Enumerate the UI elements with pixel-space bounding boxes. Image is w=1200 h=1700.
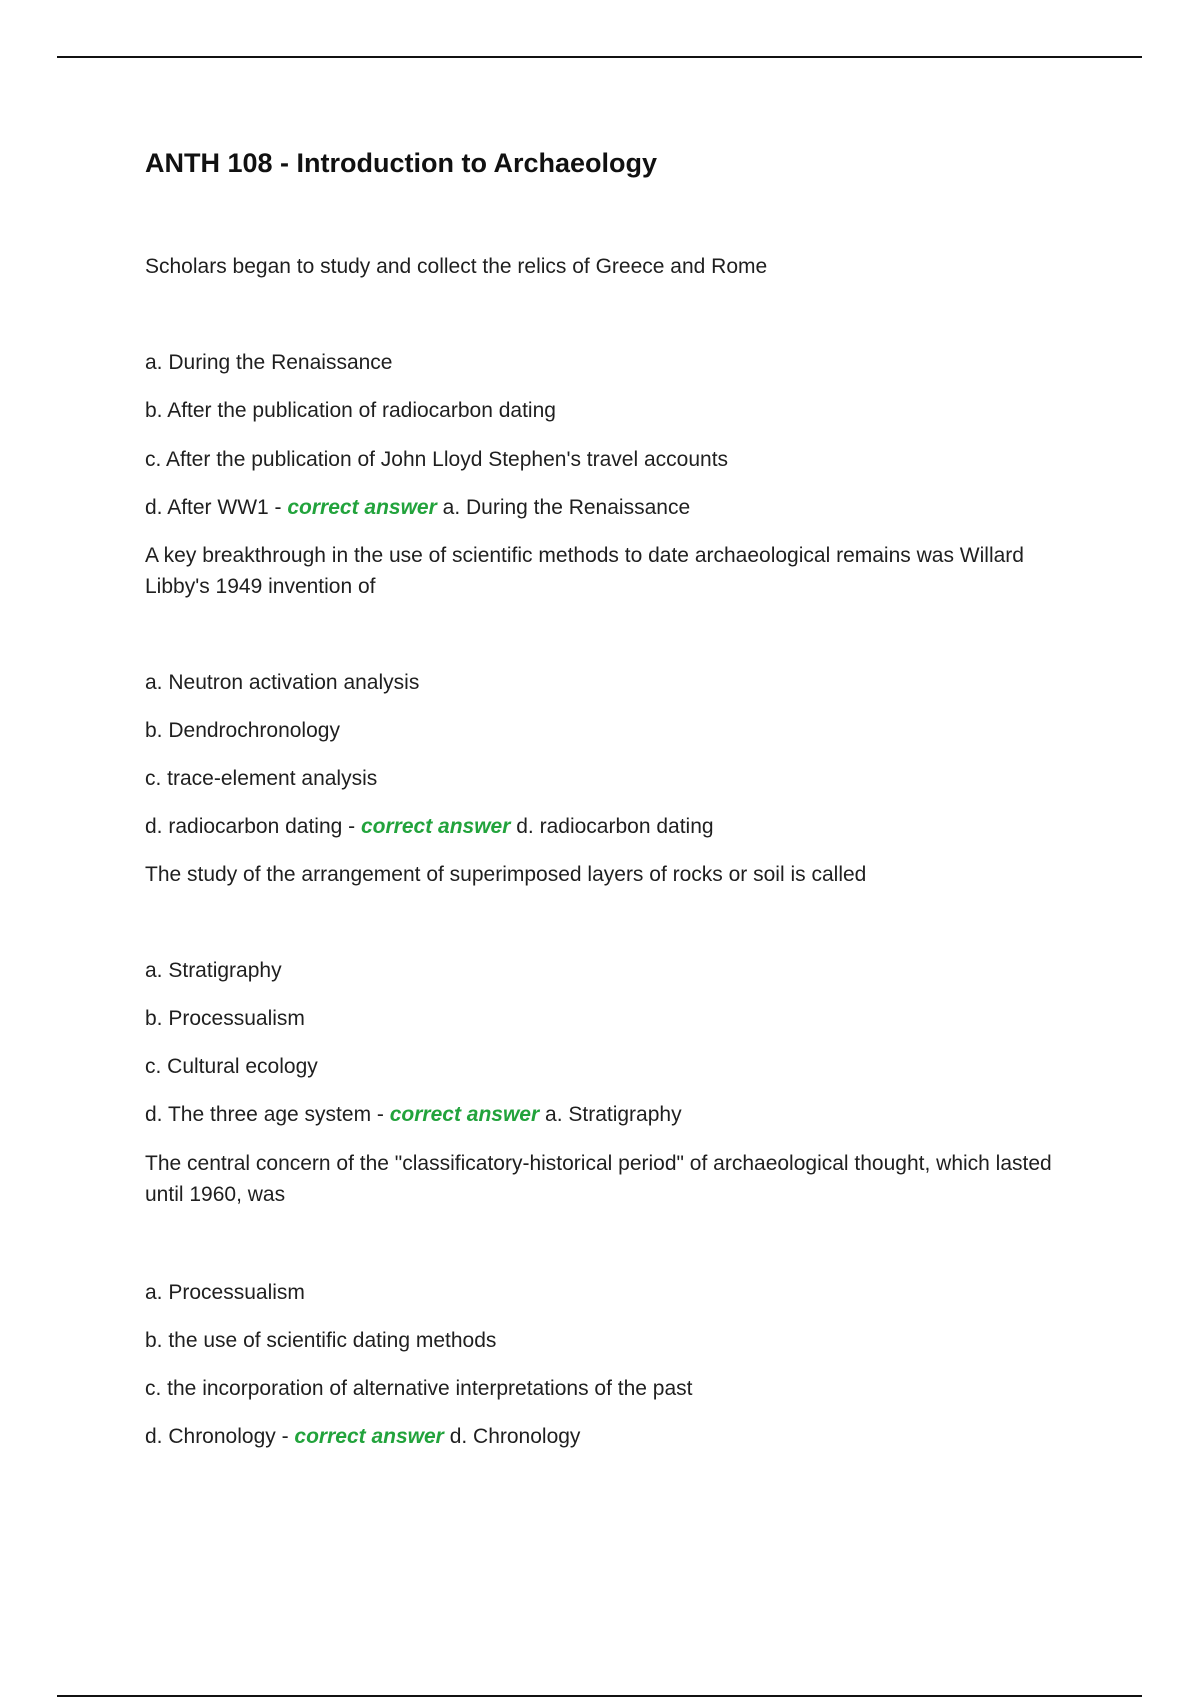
question-4-option-d-with-answer: d. Chronology - correct answer d. Chronology — [145, 1425, 581, 1448]
question-2-option-b: b. Dendrochronology — [145, 719, 340, 742]
question-3-prompt: The study of the arrangement of superimposed layers of rocks or soil is called — [145, 863, 867, 886]
question-4-option-c: c. the incorporation of alternative interpretations of the past — [145, 1377, 693, 1400]
header-rule — [57, 56, 1142, 58]
option-text: d. Chronology — [145, 1425, 276, 1448]
answer-text: a. Stratigraphy — [545, 1103, 682, 1126]
correct-answer-marker: correct answer — [294, 1425, 444, 1448]
answer-text: d. Chronology — [449, 1425, 581, 1448]
question-2-prompt: A key breakthrough in the use of scientific methods to date archaeological remains was Willard Libby's 1949 invention of — [145, 544, 1024, 598]
correct-answer-marker: correct answer — [287, 496, 437, 519]
footer-rule — [57, 1695, 1142, 1697]
option-text: d. After WW1 — [145, 496, 269, 519]
question-2-option-d-with-answer: d. radiocarbon dating - correct answer d. radiocarbon dating — [145, 815, 714, 838]
answer-text: d. radiocarbon dating — [516, 815, 714, 838]
question-2-option-c: c. trace-element analysis — [145, 767, 378, 790]
question-2-option-a: a. Neutron activation analysis — [145, 671, 420, 694]
question-4-option-b: b. the use of scientific dating methods — [145, 1329, 497, 1352]
option-text: d. radiocarbon dating — [145, 815, 343, 838]
question-1-option-d-with-answer: d. After WW1 - correct answer a. During the Renaissance — [145, 496, 691, 519]
answer-text: a. During the Renaissance — [442, 496, 691, 519]
question-1-option-b: b. After the publication of radiocarbon dating — [145, 399, 556, 422]
question-3-option-c: c. Cultural ecology — [145, 1055, 318, 1078]
question-1-option-c: c. After the publication of John Lloyd Stephen's travel accounts — [145, 448, 729, 471]
correct-answer-marker: correct answer — [389, 1103, 540, 1126]
question-1-option-a: a. During the Renaissance — [145, 351, 393, 374]
question-3-option-a: a. Stratigraphy — [145, 959, 282, 982]
question-3-option-b: b. Processualism — [145, 1007, 305, 1030]
question-4-option-a: a. Processualism — [145, 1281, 305, 1304]
question-4-prompt: The central concern of the "classificatory-historical period" of archaeological thought, which lasted until 1960, was — [145, 1152, 1052, 1206]
correct-answer-marker: correct answer — [360, 815, 511, 838]
option-text: d. The three age system — [145, 1103, 372, 1126]
question-3-option-d-with-answer: d. The three age system - correct answer a. Stratigraphy — [145, 1103, 682, 1126]
question-1-prompt: Scholars began to study and collect the relics of Greece and Rome — [145, 255, 768, 278]
document-title: ANTH 108 - Introduction to Archaeology — [145, 148, 658, 178]
